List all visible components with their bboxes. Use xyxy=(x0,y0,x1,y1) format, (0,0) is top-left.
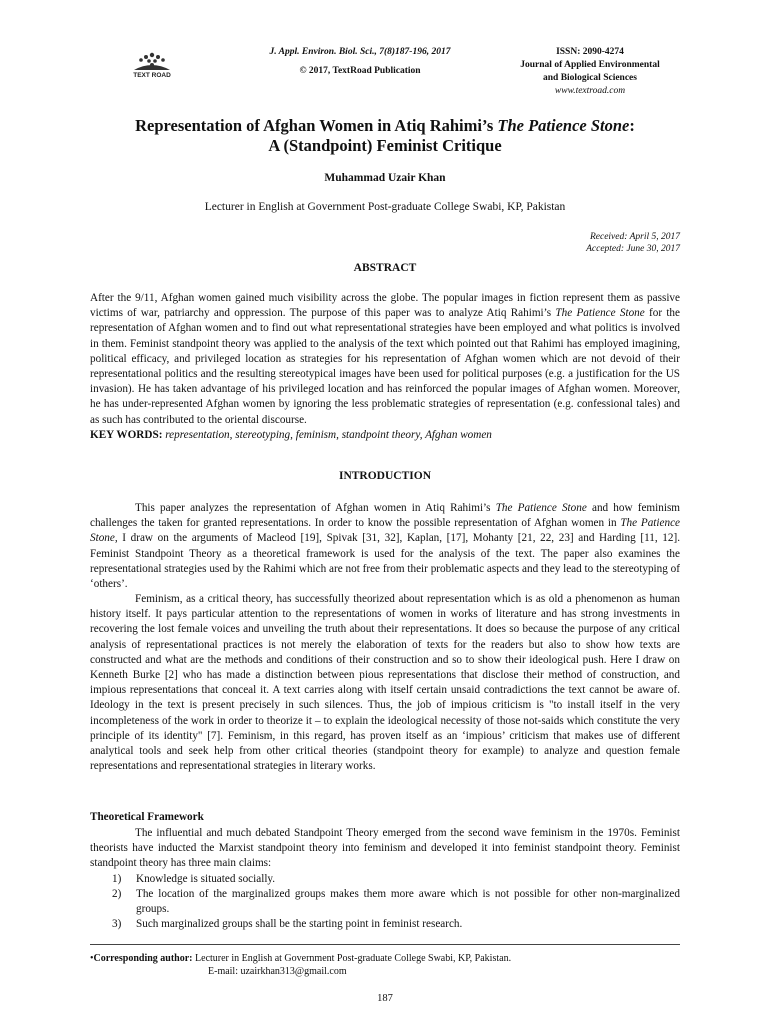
claim-text: The location of the marginalized groups makes them more aware which is not possible for other non-marginalized groups. xyxy=(136,887,680,916)
journal-website[interactable]: www.textroad.com xyxy=(554,86,626,96)
intro-p1-part-c: I draw on the arguments of Macleod [19], Spivak [31, 32], Kaplan, [17], Mohanty [21, 22, 23] and Harding [11, 12]. Feminist Standpoint Theory as a theoretical framework is used for the analysis of the text. The paper also examines the representational strategies used by the Rahimi which are not free from their problematic aspects and they lead to the stereotyping of ‘others’. xyxy=(90,532,680,591)
introduction-paragraph-1 xyxy=(90,501,680,592)
keywords-list: representation, stereotyping, feminism, standpoint theory, Afghan women xyxy=(162,428,492,441)
title-italic: The Patience Stone xyxy=(497,116,630,135)
received-date: Received: April 5, 2017 xyxy=(589,232,680,242)
claim-number: 3) xyxy=(112,918,122,931)
keywords xyxy=(90,428,680,443)
intro-p1-part-a: This paper analyzes the representation of Afghan women in Atiq Rahimi’s xyxy=(135,502,496,514)
author-name: Muhammad Uzair Khan xyxy=(324,172,446,184)
introduction-paragraph-2: Feminism, as a critical theory, has successfully theorized about representation which is as old a phenomenon as human history itself. It pays particular attention to the representations of women in works of literature and has strong investments in recovering the lost female voices and unveiling the truth about their representations. It does so because the purpose of any critical analysis of representational practices is not merely the elaboration of texts for the readers but also to show how texts are constructed and what are the methods and conditions of their construction and so to show their ideological push. Here I draw on Kenneth Burke [2] who has made a distinction between pious representations that disclose their method of construction, and impious representations that conceal it. A text carries along with itself certain unsaid contradictions the text cannot be aware of. Ideology in the text is present precisely in such silences. Thus, the job of impious criticism is "to install itself in the very incompleteness of the work in order to theorize it – to explain the ideological necessity of those not-saids which constitute the very principle of its identity" [7]. Feminism, in this regard, has proven itself as an ‘impious’ criticism that makes use of different analytical tools and seek help from other critical theories (standpoint theory for example) to analyze and question female representations and representational strategies in literary works. xyxy=(90,593,680,773)
journal-info xyxy=(490,46,690,98)
claim-number: 2) xyxy=(112,887,122,900)
abstract-heading: ABSTRACT xyxy=(353,262,417,274)
citation-text: J. Appl. Environ. Biol. Sci., 7(8)187-196, 2017 xyxy=(269,47,451,57)
journal-name-line1: Journal of Applied Environmental xyxy=(520,60,660,70)
abstract-book-title: The Patience Stone xyxy=(555,307,645,320)
abstract-text-rest: for the representation of Afghan women and to find out what representational strategies have been employed and what politics is involved in them. Feminist standpoint theory was applied to the analysis of the text which pointed out that Rahimi has employed imagining, political efficacy, and privileged location as strategies for his representation of Afghan women which are not devoid of their representational politics and the resulting stereotypical images have been used for political purposes (e.g. a justification for the US invasion). He has taken advantage of his privileged location and has reinforced the popular images of Afghan women. Moreover, he has under-represented Afghan women by ignoring the less problematic strategies of representation (e.g. confessional tales) and as such has contributed to the oriental discourse. xyxy=(90,307,680,426)
framework-text: The influential and much debated Standpoint Theory emerged from the second wave feminism in the 1970s. Feminist theorists have inducted the Marxist standpoint theory into feminism and developed it into feminist standpoint theory. Feminist standpoint theory has three main claims: xyxy=(90,827,680,870)
intro-p1-book-title-2: The Patience Stone, xyxy=(90,517,680,545)
claim-text: Such marginalized groups shall be the starting point in feminist research. xyxy=(136,918,463,931)
citation xyxy=(240,46,480,59)
footnote-rule xyxy=(90,944,680,945)
list-item xyxy=(90,887,680,917)
footnote-email[interactable]: E-mail: uzairkhan313@gmail.com xyxy=(208,966,347,977)
paper-title xyxy=(90,116,680,156)
claim-text: Knowledge is situated socially. xyxy=(136,872,276,885)
list-item xyxy=(90,917,680,932)
issn: ISSN: 2090-4274 xyxy=(556,47,624,57)
framework-paragraph xyxy=(90,826,680,932)
footnote-label: Corresponding author: xyxy=(93,953,193,964)
journal-name-line2: and Biological Sciences xyxy=(543,73,637,83)
textroad-logo xyxy=(124,50,180,80)
footnote xyxy=(90,952,680,978)
logo-text: TEXT ROAD xyxy=(133,72,171,79)
intro-p1-part-b: and how feminism challenges the taken for granted representations. In order to know the possible representation of Afghan women in xyxy=(90,502,680,530)
footnote-text: Lecturer in English at Government Post-graduate College Swabi, KP, Pakistan. xyxy=(192,953,512,964)
page-number: 187 xyxy=(377,993,393,1004)
title-colon: : xyxy=(629,116,635,135)
framework-heading: Theoretical Framework xyxy=(90,811,204,823)
list-item xyxy=(90,872,680,887)
title-line2: A (Standpoint) Feminist Critique xyxy=(268,136,502,155)
claims-list xyxy=(90,872,680,933)
accepted-date: Accepted: June 30, 2017 xyxy=(586,244,680,254)
claim-number: 1) xyxy=(112,872,122,885)
footnote-marker: • xyxy=(90,953,94,964)
abstract-body xyxy=(90,291,680,443)
introduction-heading: INTRODUCTION xyxy=(338,470,431,482)
intro-p1-book-title: The Patience Stone xyxy=(495,502,587,514)
author-affiliation: Lecturer in English at Government Post-graduate College Swabi, KP, Pakistan xyxy=(204,201,566,213)
submission-dates xyxy=(586,231,680,255)
abstract-text-start: After the 9/11, Afghan women gained much visibility across the globe. The popular images in fiction represent them as passive victims of war, patriarchy and oppression. The purpose of this paper was to analyze Atiq Rahimi’s xyxy=(90,292,680,320)
title-line1: Representation of Afghan Women in Atiq Rahimi’s xyxy=(135,116,498,135)
copyright: © 2017, TextRoad Publication xyxy=(299,66,421,76)
keywords-label: KEY WORDS: xyxy=(90,428,163,441)
